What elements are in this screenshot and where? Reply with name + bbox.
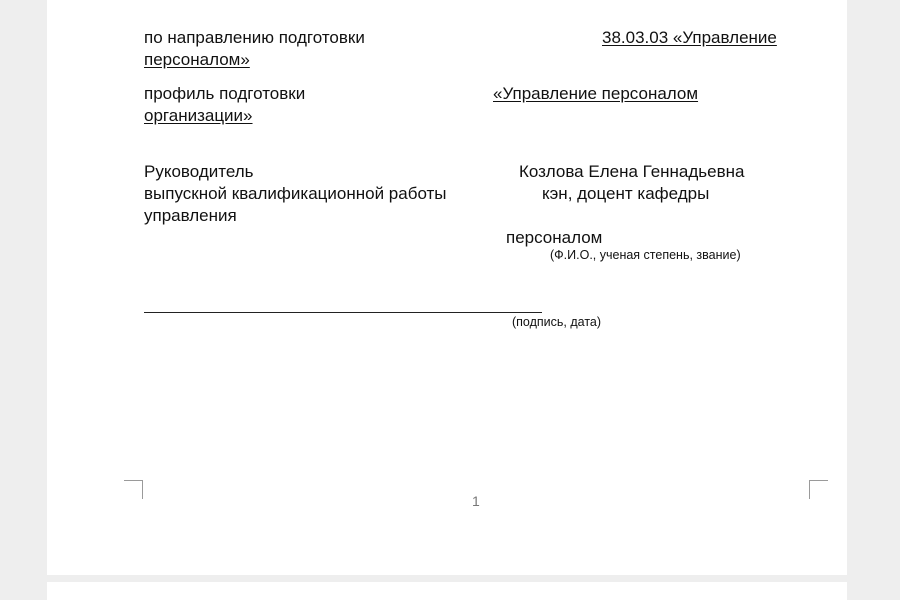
profile-name: «Управление персоналом <box>493 84 699 103</box>
profile-name-cont: организации» <box>144 106 253 125</box>
signature-caption: (подпись, дата) <box>512 315 602 329</box>
supervisor-label: Руководитель <box>144 162 254 181</box>
supervisor-position-cont: персоналом <box>506 228 603 247</box>
supervisor-name: Козлова Елена Геннадьевна <box>519 162 745 181</box>
direction-label: по направлению подготовки <box>144 28 365 47</box>
supervisor-caption: (Ф.И.О., ученая степень, звание) <box>550 248 741 262</box>
supervisor-position: кэн, доцент кафедры <box>542 184 710 203</box>
direction-name-cont: персоналом» <box>144 50 250 69</box>
page-number: 1 <box>472 493 480 509</box>
profile-label: профиль подготовки <box>144 84 306 103</box>
supervisor-label-management: управления <box>144 206 237 225</box>
margin-corner-mark-left <box>124 480 143 499</box>
supervisor-label-work: выпускной квалификационной работы <box>144 184 447 203</box>
signature-line <box>144 312 542 313</box>
direction-code-name: 38.03.03 «Управление <box>602 28 777 47</box>
margin-corner-mark-right <box>809 480 828 499</box>
next-page <box>47 582 847 600</box>
document-page <box>47 0 847 575</box>
